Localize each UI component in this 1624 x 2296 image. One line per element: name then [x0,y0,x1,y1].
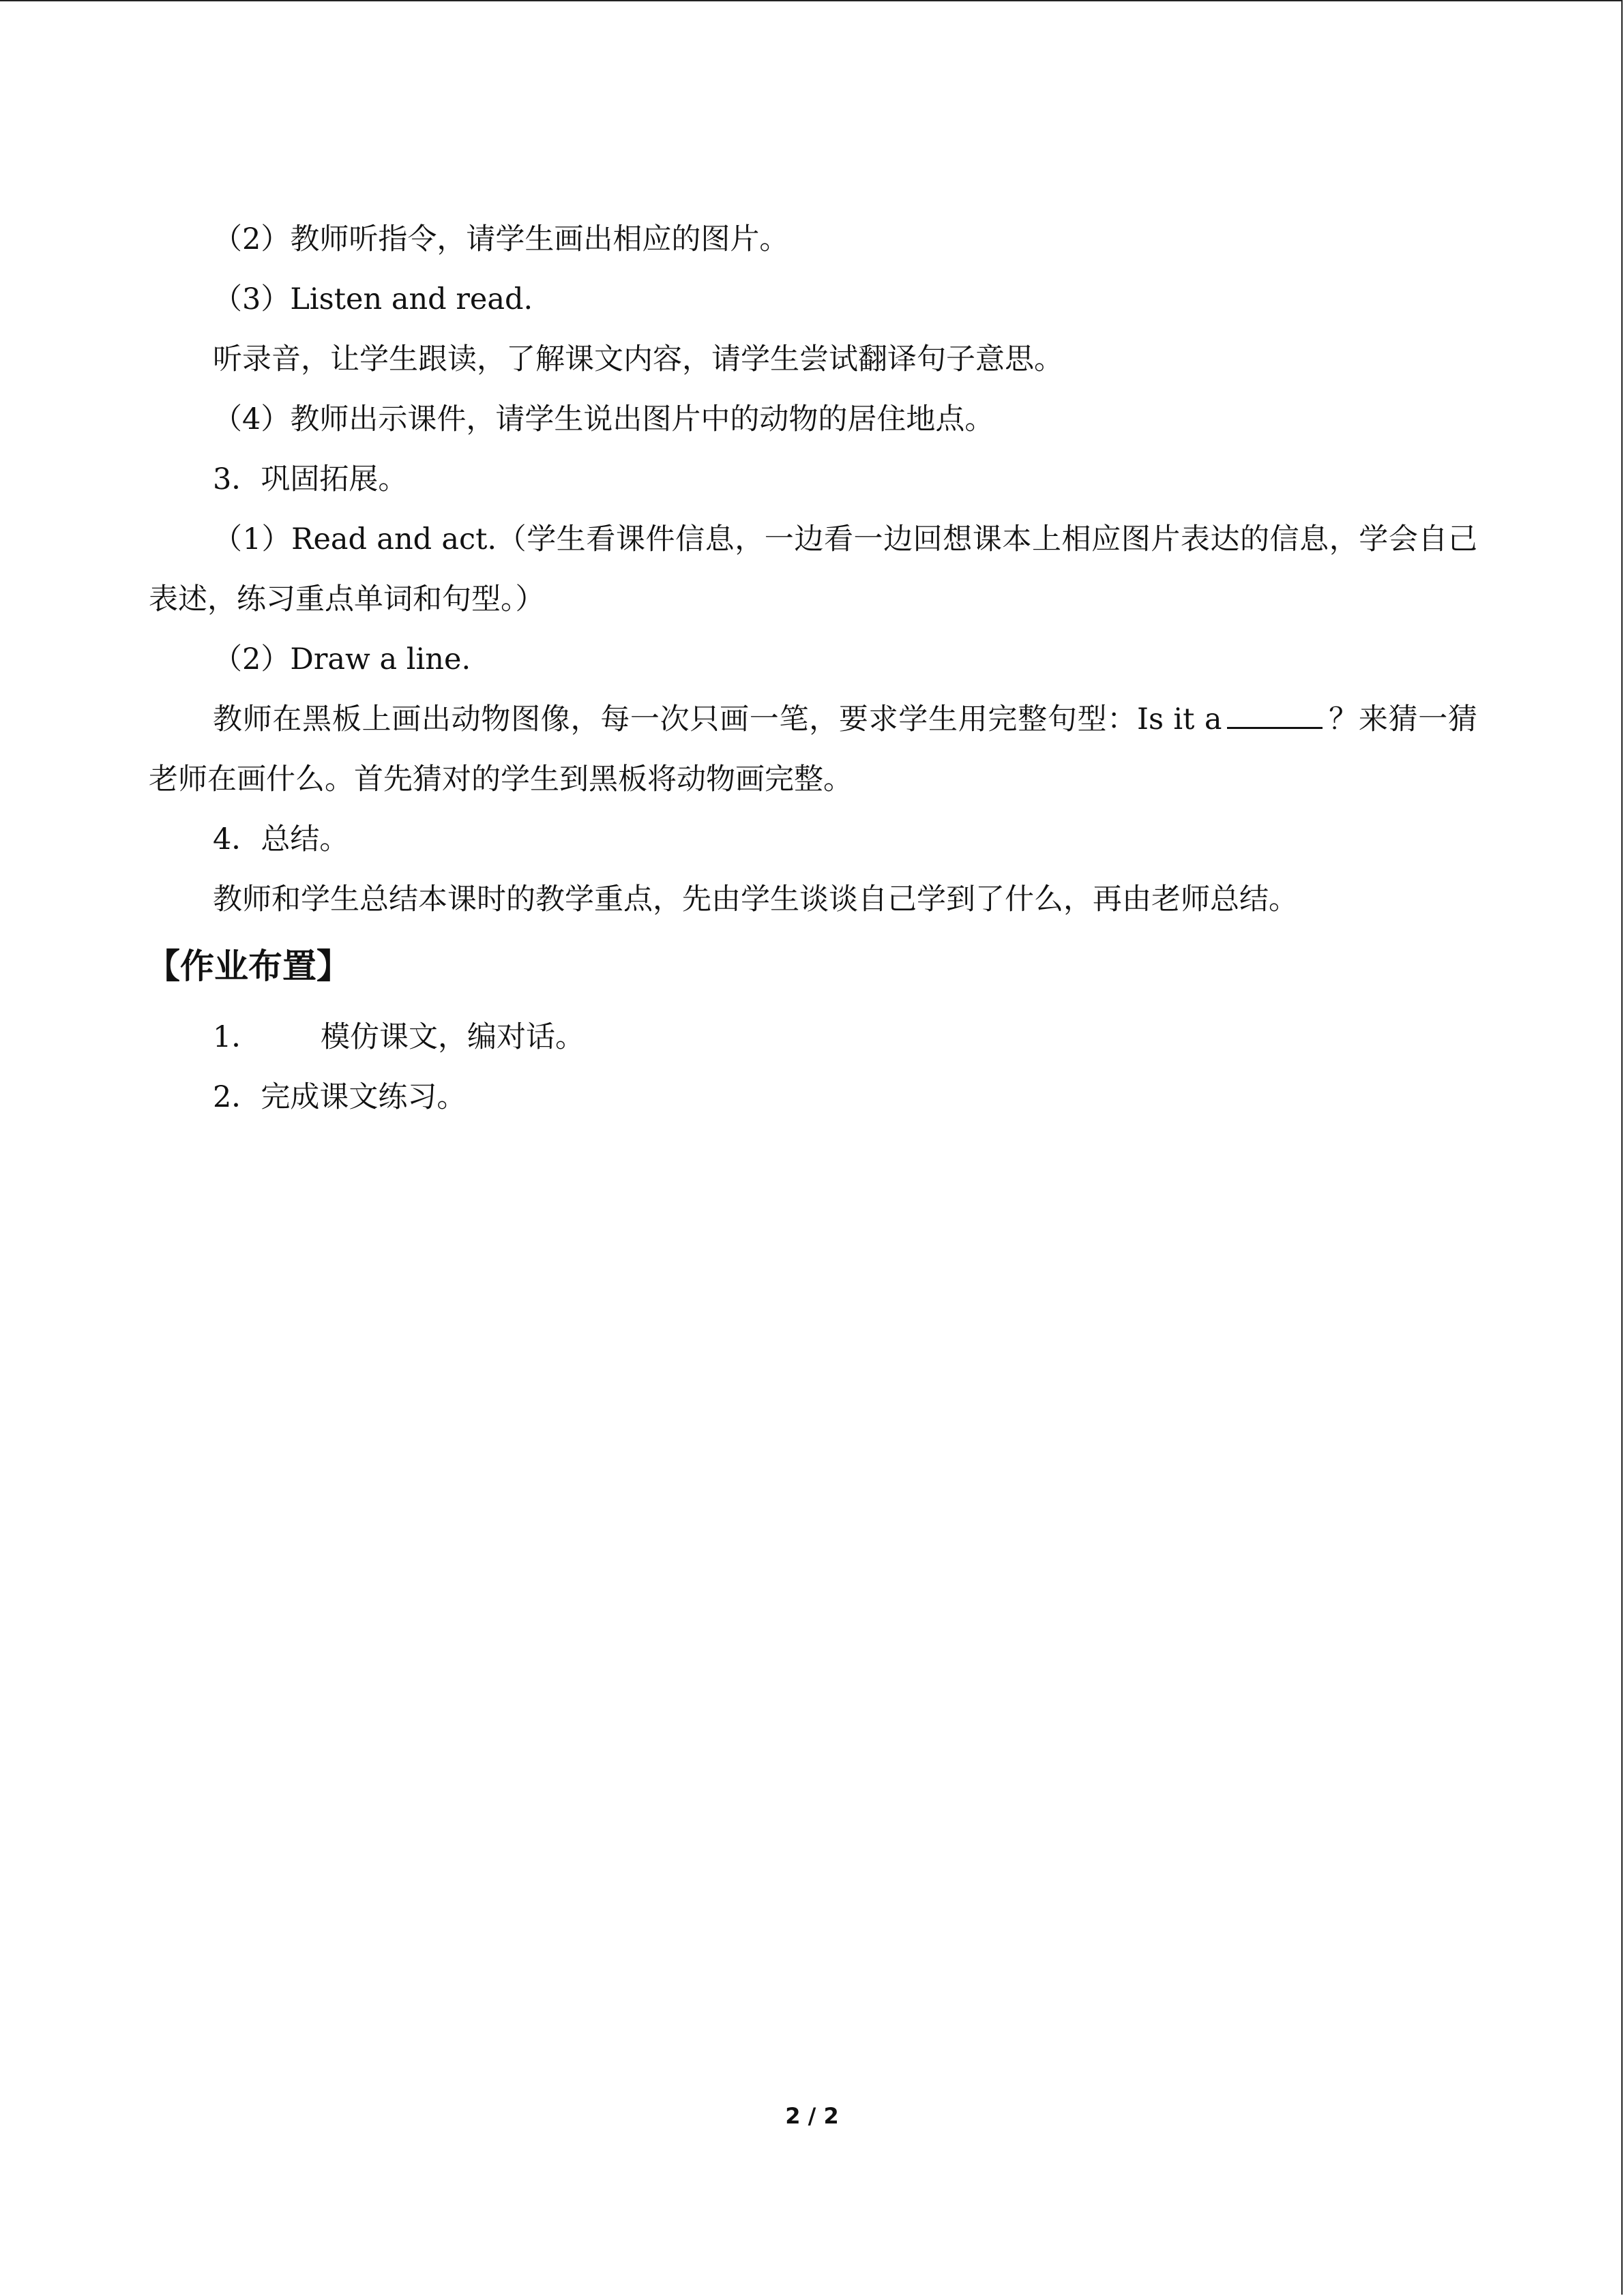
homework-heading: 【作业布置】 [146,946,351,986]
draw-text-after: ？来猜一猜老师在画什么。首先猜对的学生到黑板将动物画完整。 [149,702,1477,796]
paragraph-step-3: （3）Listen and read. [213,282,533,316]
homework-item-text: 模仿课文，编对话。 [321,1020,585,1054]
page-number: 2 / 2 [785,2103,839,2129]
homework-item-number: 1． [213,1020,261,1054]
paragraph-read-act: （1）Read and act.（学生看课件信息，一边看一边回想课本上相应图片表达的信息，学会自己表述，练习重点单词和句型。） [149,522,1477,616]
section-summary: 4．总结。 [213,822,349,856]
draw-text-before: 教师在黑板上画出动物图像，每一次只画一笔，要求学生用完整句型：Is it a [213,702,1222,736]
paragraph-step-2: （2）教师听指令，请学生画出相应的图片。 [213,222,789,256]
homework-item [149,1067,1477,1127]
paragraph-step-4: （4）教师出示课件，请学生说出图片中的动物的居住地点。 [213,402,994,436]
paragraph-draw-instructions [149,689,1477,809]
paragraph-listen: 听录音，让学生跟读，了解课文内容，请学生尝试翻译句子意思。 [213,342,1063,376]
paragraph-draw-line: （2）Draw a line. [213,642,471,676]
fill-blank-line [1227,701,1323,729]
section-consolidate: 3．巩固拓展。 [213,462,408,496]
document-body [146,209,1477,1127]
paragraph-summary: 教师和学生总结本课时的教学重点，先由学生谈谈自己学到了什么，再由老师总结。 [213,882,1298,916]
homework-item [149,1007,1477,1067]
homework-item-text: 完成课文练习。 [261,1080,467,1114]
homework-item-number: 2． [213,1080,261,1114]
